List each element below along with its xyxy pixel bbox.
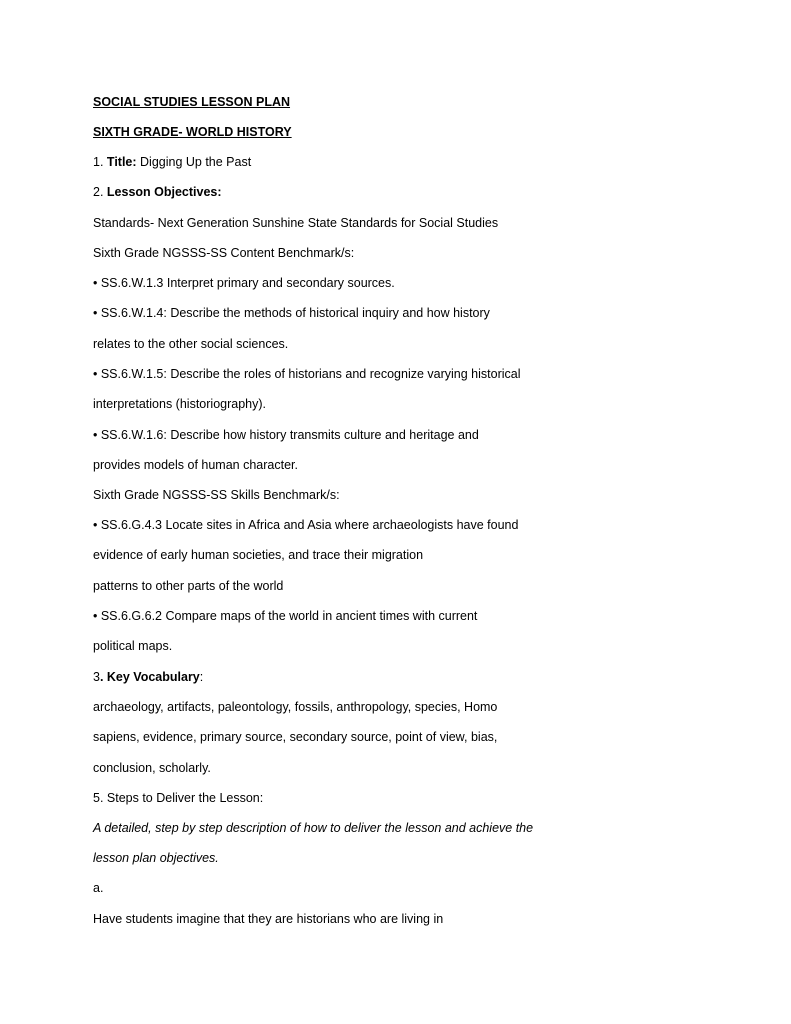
skill-line: evidence of early human societies, and trace their migration — [93, 548, 424, 562]
vocabulary-line: sapiens, evidence, primary source, secondary source, point of view, bias, — [93, 730, 498, 744]
steps-description-line: lesson plan objectives. — [93, 851, 219, 865]
skills-benchmark-heading: Sixth Grade NGSSS-SS Skills Benchmark/s: — [93, 488, 340, 502]
title-line — [93, 154, 251, 170]
benchmark-line: interpretations (historiography). — [93, 397, 266, 411]
objectives-line — [93, 184, 222, 200]
title-label: Title: — [106, 155, 137, 169]
vocabulary-line: archaeology, artifacts, paleontology, fossils, anthropology, species, Homo — [93, 700, 498, 714]
skill-line: patterns to other parts of the world — [93, 579, 284, 593]
benchmark-line: • SS.6.W.1.4: Describe the methods of historical inquiry and how history — [93, 306, 490, 320]
objectives-label: Lesson Objectives: — [106, 185, 222, 199]
standards-text: Standards- Next Generation Sunshine State Standards for Social Studies — [93, 216, 499, 230]
vocabulary-number: 3 — [93, 670, 100, 684]
vocabulary-heading — [93, 669, 203, 685]
skill-line: • SS.6.G.4.3 Locate sites in Africa and Asia where archaeologists have found — [93, 518, 519, 532]
vocabulary-line: conclusion, scholarly. — [93, 761, 211, 775]
skill-line: political maps. — [93, 639, 173, 653]
objectives-number: 2. — [93, 185, 107, 199]
benchmark-line: provides models of human character. — [93, 458, 298, 472]
content-benchmark-heading: Sixth Grade NGSSS-SS Content Benchmark/s: — [93, 246, 355, 260]
benchmark-line: • SS.6.W.1.6: Describe how history transmits culture and heritage and — [93, 428, 479, 442]
benchmark-line: • SS.6.W.1.5: Describe the roles of historians and recognize varying historical — [93, 367, 521, 381]
benchmark-line: • SS.6.W.1.3 Interpret primary and secondary sources. — [93, 276, 395, 290]
document-heading: SOCIAL STUDIES LESSON PLAN — [93, 95, 291, 109]
title-value: Digging Up the Past — [136, 155, 252, 169]
document-subheading: SIXTH GRADE- WORLD HISTORY — [93, 125, 292, 139]
benchmark-line: relates to the other social sciences. — [93, 337, 289, 351]
steps-description-line: A detailed, step by step description of how to deliver the lesson and achieve the — [93, 821, 534, 835]
step-a-label: a. — [93, 881, 104, 895]
vocabulary-colon: : — [199, 670, 204, 684]
step-a-text: Have students imagine that they are historians who are living in — [93, 912, 444, 926]
title-number: 1. — [93, 155, 107, 169]
vocabulary-label: . Key Vocabulary — [99, 670, 200, 684]
skill-line: • SS.6.G.6.2 Compare maps of the world in ancient times with current — [93, 609, 478, 623]
steps-heading: 5. Steps to Deliver the Lesson: — [93, 791, 264, 805]
